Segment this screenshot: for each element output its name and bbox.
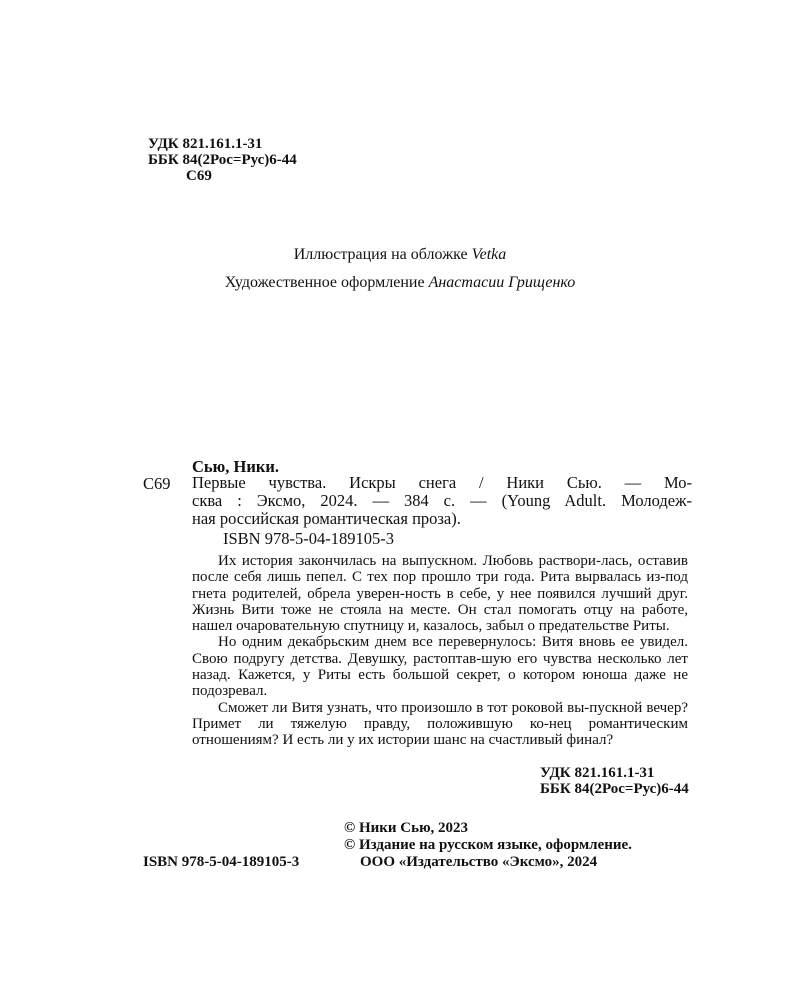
annotation-paragraph: Сможет ли Витя узнать, что произошло в тот роковой вы-пускной вечер? Примет ли тяжелую правду, положившую ко-нец романтическим отношениям? И есть ли у их истории шанс на счастливый финал?: [192, 699, 688, 749]
illustration-credit: [0, 246, 800, 264]
entry-mark: С69: [143, 474, 171, 493]
classification-block: [148, 136, 297, 184]
annotation-paragraph: Их история закончилась на выпускном. Любовь раствори-лась, оставив после себя лишь пепел. С тех пор прошло три года. Рита вырвалась из-под гнета родителей, обрела уверен-ность в себе, у нее появился лучший друг. Жизнь Вити тоже не стояла на месте. Он стал помогать отцу на работе, нашел очаровательную спутницу и, казалось, забыл о предательстве Риты.: [192, 553, 688, 635]
entry-line: сква : Эксмо, 2024. — 384 с. — (Young Adult. Молодеж-: [192, 491, 692, 510]
copyright-block: [344, 820, 632, 871]
author-mark: С69: [186, 168, 212, 184]
illustration-label: Иллюстрация на обложке: [293, 246, 468, 263]
design-label: Художественное оформление: [224, 274, 425, 291]
entry-description: [192, 474, 692, 528]
entry-isbn: ISBN 978-5-04-189105-3: [223, 529, 394, 548]
copyright-edition: © Издание на русском языке, оформление.: [344, 837, 632, 853]
entry-author: Сью, Ники.: [192, 457, 279, 476]
copyright-author: © Ники Сью, 2023: [344, 820, 469, 836]
annotation-paragraph: Но одним декабрьским днем все перевернулось: Витя вновь ее увидел. Свою подругу детства. Девушку, растоптав-шую его чувства несколько лет назад. Кажется, у Риты есть большой секрет, о котором юноша даже не подозревал.: [192, 634, 688, 700]
entry-line: Первые чувства. Искры снега / Ники Сью. — Мо-: [192, 473, 692, 492]
bottom-codes: [540, 765, 689, 797]
design-credit: [0, 274, 800, 292]
copyright-publisher: ООО «Издательство «Эксмо», 2024: [360, 854, 598, 870]
entry-line: ная российская романтическая проза).: [192, 509, 461, 528]
isbn-bottom: ISBN 978-5-04-189105-3: [143, 854, 300, 870]
bottom-bbk: ББК 84(2Рос=Рус)6-44: [540, 781, 689, 797]
illustrator-name: Vetka: [471, 246, 507, 263]
udk-code: УДК 821.161.1-31: [148, 136, 263, 152]
bbk-code: ББК 84(2Рос=Рус)6-44: [148, 152, 297, 168]
bottom-udk: УДК 821.161.1-31: [540, 765, 655, 781]
designer-name: Анастасии Грищенко: [428, 274, 576, 291]
annotation: [192, 553, 688, 749]
